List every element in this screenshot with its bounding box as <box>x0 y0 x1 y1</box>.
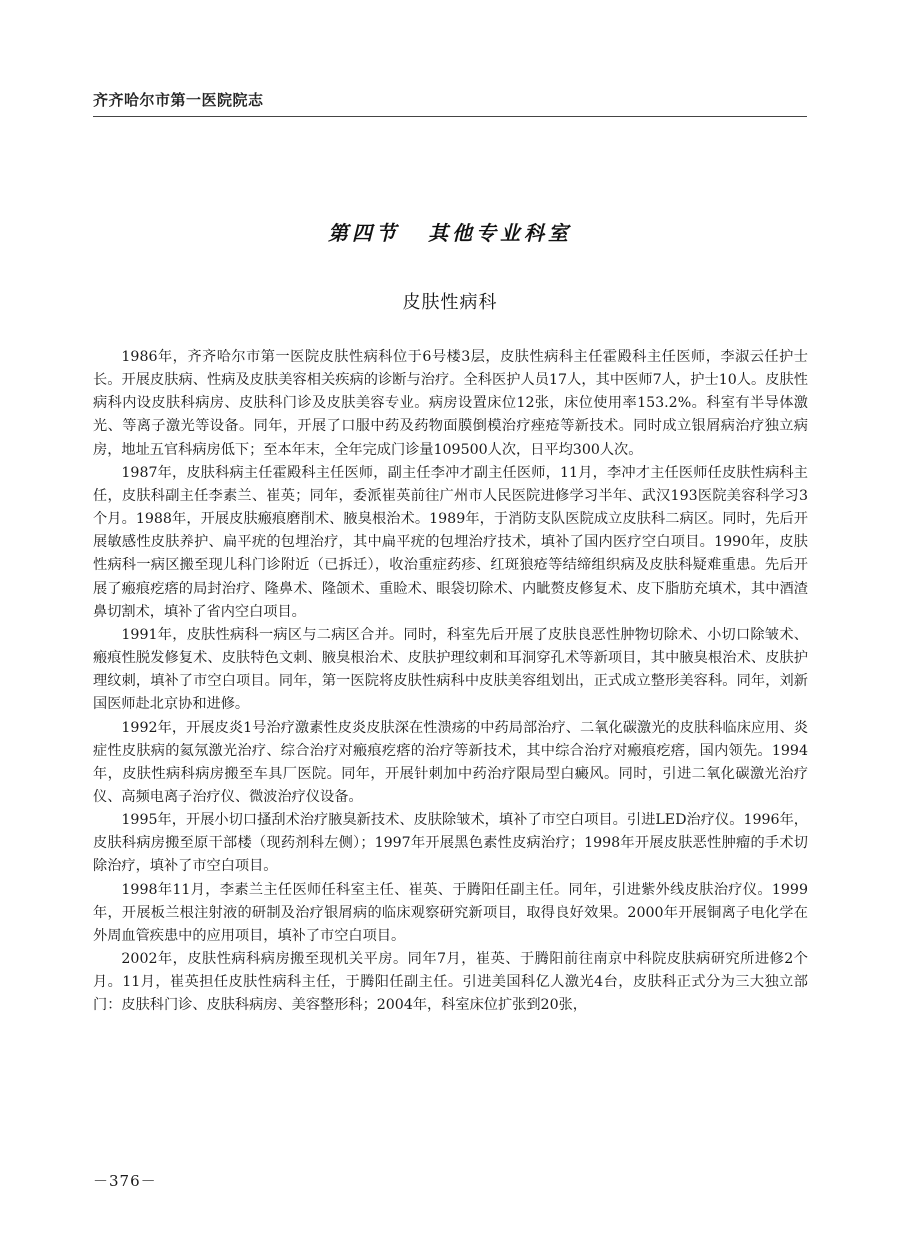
paragraph: 1995年，开展小切口搔刮术治疗腋臭新技术、皮肤除皱术，填补了市空白项目。引进LED治疗仪。1996年，皮肤科病房搬至原干部楼（现药剂科左侧）；1997年开展黑色素性皮病治疗；1998年开展皮肤恶性肿瘤的手术切除治疗，填补了市空白项目。 <box>93 812 808 875</box>
paragraph: 1998年11月，李素兰主任医师任科室主任、崔英、于腾阳任副主任。同年，引进紫外线皮肤治疗仪。1999年，开展板兰根注射液的研制及治疗银屑病的临床观察研究新项目，取得良好效果。2000年开展铜离子电化学在外周血管疾患中的应用项目，填补了市空白项目。 <box>93 881 808 944</box>
paragraph: 1986年，齐齐哈尔市第一医院皮肤性病科位于6号楼3层，皮肤性病科主任霍殿科主任医师，李淑云任护士长。开展皮肤病、性病及皮肤美容相关疾病的诊断与治疗。全科医护人员17人，其中医师7人，护士10人。皮肤性病科内设皮肤科病房、皮肤科门诊及皮肤美容专业。病房设置床位12张，床位使用率153.2%。科室有半导体激光、等离子激光等设备。同年，开展了口服中药及药物面膜倒模治疗痤疮等新技术。同时成立银屑病治疗独立病房，地址五官科病房低下；至本年末，全年完成门诊量109500人次，日平均300人次。 <box>93 349 808 458</box>
paragraph: 1991年，皮肤性病科一病区与二病区合并。同时，科室先后开展了皮肤良恶性肿物切除术、小切口除皱术、瘢痕性脱发修复术、皮肤特色文刺、腋臭根治术、皮肤护理纹刺和耳洞穿孔术等新项目，其中腋臭根治术、皮肤护理纹刺，填补了市空白项目。同年，第一医院将皮肤性病科中皮肤美容组划出，正式成立整形美容科。同年，刘新国医师赴北京协和进修。 <box>93 626 808 713</box>
running-header: 齐齐哈尔市第一医院院志 <box>93 91 264 109</box>
section-title <box>93 217 807 246</box>
paragraph: 1992年，开展皮炎1号治疗激素性皮炎皮肤深在性溃疡的中药局部治疗、二氧化碳激光的皮肤科临床应用、炎症性皮肤病的氦氖激光治疗、综合治疗对瘢痕疙瘩的治疗等新技术，其中综合治疗对瘢痕疙瘩，国内领先。1994年，皮肤性病科病房搬至车具厂医院。同年，开展针刺加中药治疗限局型白癜风。同时，引进二氧化碳激光治疗仪、高频电离子治疗仪、微波治疗仪设备。 <box>93 719 808 805</box>
body-text <box>93 346 808 1018</box>
section-heading: 其他专业科室 <box>428 221 572 245</box>
header-rule <box>93 116 807 117</box>
paragraph: 1987年，皮肤科病主任霍殿科主任医师，副主任李冲才副主任医师，11月，李冲才主任医师任皮肤性病科主任，皮肤科副主任李素兰、崔英；同年，委派崔英前往广州市人民医院进修学习半年、武汉193医院美容科学习3个月。1988年，开展皮肤瘢痕磨削术、腋臭根治术。1989年，于消防支队医院成立皮肤科二病区。同时，先后开展敏感性皮肤养护、扁平疣的包埋治疗，其中扁平疣的包埋治疗技术，填补了国内医疗空白项目。1990年，皮肤性病科一病区搬至现儿科门诊附近（已拆迁），收治重症药疹、红斑狼疮等结缔组织病及皮肤科疑难重患。先后开展了瘢痕疙瘩的局封治疗、隆鼻术、隆颌术、重睑术、眼袋切除术、内眦赘皮修复术、皮下脂肪充填术，其中酒渣鼻切割术，填补了省内空白项目。 <box>93 464 808 620</box>
paragraph: 2002年，皮肤性病科病房搬至现机关平房。同年7月，崔英、于腾阳前往南京中科院皮肤病研究所进修2个月。11月，崔英担任皮肤性病科主任，于腾阳任副主任。引进美国科亿人激光4台，皮肤科正式分为三大独立部门：皮肤科门诊、皮肤科病房、美容整形科；2004年，科室床位扩张到20张， <box>93 951 808 1014</box>
section-number: 第四节 <box>328 221 400 245</box>
page-number: －376－ <box>93 1172 157 1190</box>
department-title: 皮肤性病科 <box>402 292 498 313</box>
